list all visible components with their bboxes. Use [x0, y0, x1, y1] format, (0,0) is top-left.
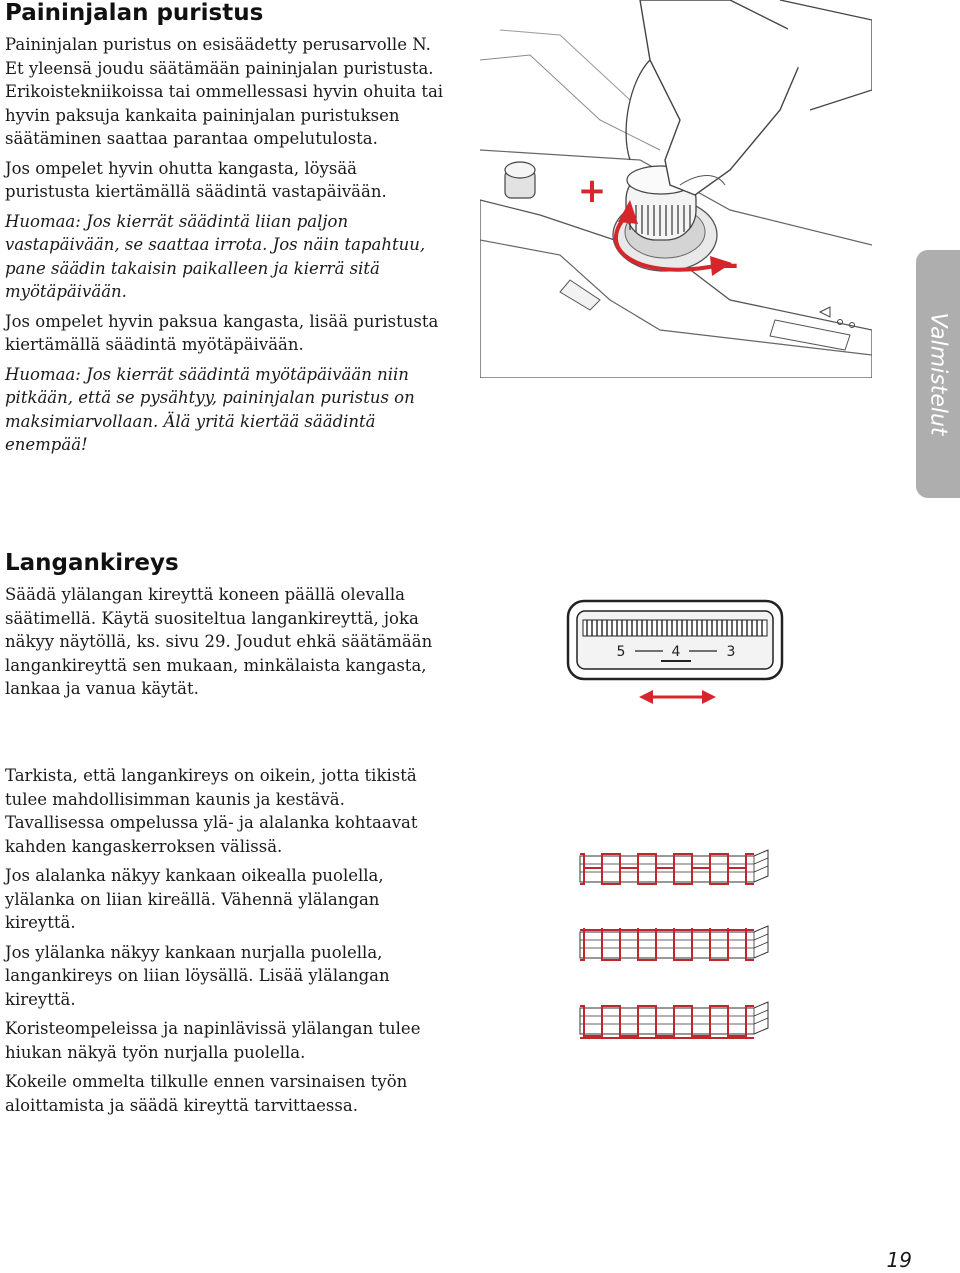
- dial-number-3: 3: [726, 644, 736, 660]
- presser-foot-intro: Paininjalan puristus on esisäädetty perusarvolle N. Et yleensä joudu säätämään paininjalan puristusta. Erikoistekniikoissa tai ommellessasi hyvin ohuita tai hyvin paksuja kankaita paininjalan puristuksen säätäminen saattaa parantaa ompelutulosta.: [5, 35, 444, 148]
- thread-tension-text: [5, 583, 445, 707]
- thread-tension-paragraph: Säädä ylälangan kireyttä koneen päällä olevalla säätimellä. Käytä suositeltua langankireyttä, joka näkyy näytöllä, ks. sivu 29. Joudut ehkä säätämään langankireyttä sen mukaan, minkälaista kangasta, lankaa ja vanua käytät.: [5, 585, 433, 698]
- dial-number-4: 4: [671, 644, 681, 660]
- side-tab-label: Valmistelut: [925, 312, 951, 436]
- plus-sign: +: [577, 171, 607, 211]
- thread-tension-title: Langankireys: [5, 550, 179, 576]
- presser-foot-loosen: Jos ompelet hyvin ohutta kangasta, löysää puristusta kiertämällä säädintä vastapäivään.: [5, 158, 387, 201]
- presser-foot-dial-illustration: [480, 0, 872, 378]
- page-number: 19: [886, 1248, 912, 1272]
- tension-check-decorative: Koristeompeleissa ja napinlävissä ylälangan tulee hiukan näkyä työn nurjalla puolella.: [5, 1019, 421, 1062]
- tension-check-intro: Tarkista, että langankireys on oikein, jotta tikistä tulee mahdollisimman kaunis ja kestävä. Tavallisessa ompelussa ylä- ja alalanka kohtaavat kahden kangaskerroksen välissä.: [5, 766, 418, 856]
- tension-dial-illustration: [565, 598, 785, 713]
- presser-foot-text: [5, 33, 445, 463]
- presser-foot-title: Paininjalan puristus: [5, 0, 264, 26]
- tension-check-text: [5, 764, 445, 1123]
- tension-check-too-loose: Jos ylälanka näkyy kankaan nurjalla puolella, langankireys on liian löysällä. Lisää ylälangan kireyttä.: [5, 942, 390, 1009]
- minus-sign: –: [721, 244, 739, 284]
- stitch-diagram-too-tight: [572, 918, 772, 970]
- stitch-diagram-too-loose: [572, 994, 772, 1046]
- tension-check-test: Kokeile ommelta tilkulle ennen varsinaisen työn aloittamista ja säädä kireyttä tarvittaessa.: [5, 1072, 408, 1115]
- presser-foot-note-1: Huomaa: Jos kierrät säädintä liian paljon vastapäivään, se saattaa irrota. Jos näin tapahtuu, pane säädin takaisin paikalleen ja kierrä sitä myötäpäivään.: [5, 211, 426, 301]
- presser-foot-note-2: Huomaa: Jos kierrät säädintä myötäpäivään niin pitkään, että se pysähtyy, paininjalan puristus on maksimiarvollaan. Älä yritä kiertää säädintä enempää!: [5, 364, 415, 454]
- side-tab: [916, 250, 960, 498]
- presser-foot-tighten: Jos ompelet hyvin paksua kangasta, lisää puristusta kiertämällä säädintä myötäpäivään.: [5, 311, 439, 354]
- dial-number-5: 5: [616, 644, 626, 660]
- tension-check-too-tight: Jos alalanka näkyy kankaan oikealla puolella, ylälanka on liian kireällä. Vähennä ylälangan kireyttä.: [5, 866, 384, 932]
- stitch-diagram-correct: [572, 842, 772, 894]
